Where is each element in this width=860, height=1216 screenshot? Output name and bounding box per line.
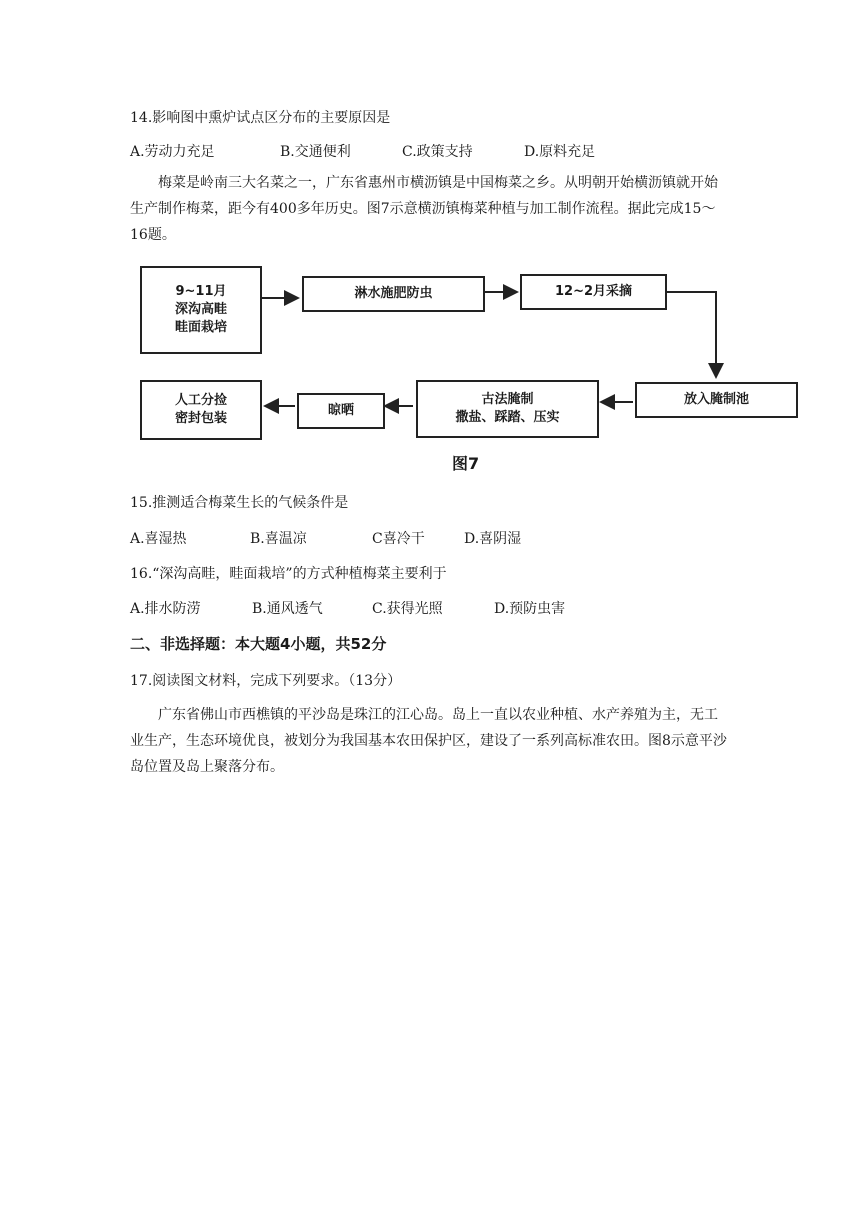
q15-option-a: A.喜湿热 <box>130 531 187 547</box>
step-harvest-label: 12~2月采摘 <box>554 284 633 299</box>
figure-7-flowchart <box>130 252 810 477</box>
q17-text: 广东省佛山市西樵镇的平沙岛是珠江的江心岛。岛上一直以农业种植、水产养殖为主，无工业生产，生态环境优良，被划分为我国基本农田保护区，建设了一系列高标准农田。图8示意平沙岛位置及岛上聚落分布。 <box>130 707 727 775</box>
q15-option-d: D.喜阴湿 <box>464 531 522 547</box>
q16-option-d: D.预防虫害 <box>494 601 566 617</box>
intro-text: 梅菜是岭南三大名菜之一，广东省惠州市横沥镇是中国梅菜之乡。从明朝开始横沥镇就开始生产制作梅菜，距今有400多年历史。图7示意横沥镇梅菜种植与加工制作流程。据此完成15～16题。 <box>130 175 718 243</box>
step-planting-line1: 9~11月 <box>175 284 227 299</box>
q16-option-b: B.通风透气 <box>252 601 323 617</box>
q16-option-a: A.排水防涝 <box>130 601 201 617</box>
arrow-3-4 <box>667 292 716 377</box>
q16-stem: 16.“深沟高畦，畦面栽培”的方式种植梅菜主要利于 <box>130 566 447 582</box>
step-planting-line3: 畦面栽培 <box>174 320 227 335</box>
step-box-drying <box>297 393 385 429</box>
step-box-planting <box>140 266 262 354</box>
step-ancient-pickling-line2: 撒盐、踩踏、压实 <box>455 410 560 425</box>
section-2-heading: 二、非选择题：本大题4小题，共52分 <box>130 635 387 653</box>
step-pickling-pool-label: 放入腌制池 <box>683 392 749 407</box>
step-box-pickling-pool <box>635 382 798 418</box>
q14-stem: 14.影响图中熏炉试点区分布的主要原因是 <box>130 110 391 126</box>
q16-option-c: C.获得光照 <box>372 601 443 617</box>
step-box-watering <box>302 276 485 312</box>
step-drying-label: 晾晒 <box>327 403 354 418</box>
step-packing-line1: 人工分捡 <box>174 393 227 408</box>
q15-option-c: C喜冷干 <box>372 531 425 547</box>
q14-option-c: C.政策支持 <box>402 144 473 160</box>
q14-option-d: D.原料充足 <box>524 144 596 160</box>
step-packing-line2: 密封包装 <box>174 411 227 426</box>
step-ancient-pickling-line1: 古法腌制 <box>481 392 534 407</box>
q14-option-a: A.劳动力充足 <box>130 144 215 160</box>
step-box-harvest <box>520 274 667 310</box>
q15-stem: 15.推测适合梅菜生长的气候条件是 <box>130 495 349 511</box>
step-planting-line2: 深沟高畦 <box>174 302 227 317</box>
q15-option-b: B.喜温凉 <box>250 531 307 547</box>
intro-paragraph <box>130 170 730 248</box>
q17-stem: 17.阅读图文材料，完成下列要求。（13分） <box>130 673 402 689</box>
q14-option-b: B.交通便利 <box>280 144 351 160</box>
step-box-ancient-pickling <box>416 380 599 438</box>
step-box-packing <box>140 380 262 440</box>
step-watering-label: 淋水施肥防虫 <box>354 286 433 301</box>
figure-7-caption: 图7 <box>452 454 480 473</box>
q17-paragraph <box>130 702 730 780</box>
